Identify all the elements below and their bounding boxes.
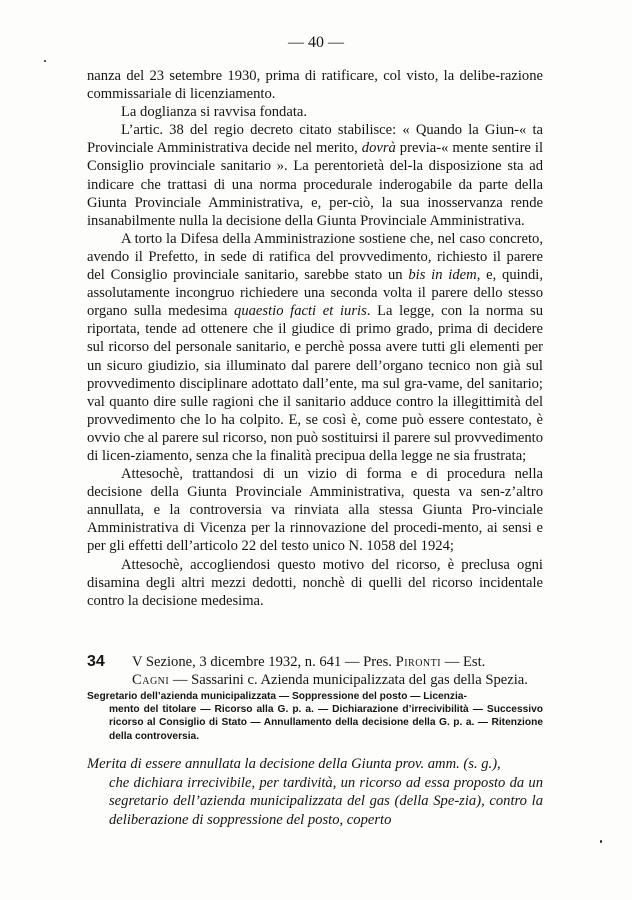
paragraph-2: La doglianza si ravvisa fondata. — [121, 104, 307, 121]
italic-phrase: quaestio facti et iuris — [234, 303, 367, 320]
case-est-label: — Est. — [441, 654, 486, 670]
case-section-date: V Sezione, 3 dicembre 1932, n. 641 — Pres. — [132, 654, 396, 670]
italic-phrase: dovrà — [361, 140, 396, 157]
case-estensore: Cagni — [132, 672, 170, 688]
case-citation — [132, 653, 543, 689]
paragraph-5: Attesochè, trattandosi di un vizio di forma e di procedura nella decisione della Giunta Provinciale Amministrativa, questa va sen-z’altro annullata, e la controversia va rinviata alla stessa Giunta Pro-vinciale Amministrativa di Vicenza per la rinnovazione del procedi-mento, ai sensi e per gli effetti dell’articolo 22 del testo unico N. 1058 del 1924; — [87, 466, 543, 555]
paragraph-4: A torto la Difesa della Amministrazione sostiene che, nel caso concreto, avendo il Prefetto, in sede di ratifica del provvedimento, richiesto il parere del Consiglio provinciale sanitario, sarebbe stato un bis in idem, e, quindi, assolutamente incongruo richiedere una seconda volta il parere dello stesso organo sulla medesima quaestio facti et iuris. La legge, con la norma su riportata, tende ad ottenere che il giudice di primo grado, prima di decidere sul ricorso del personale sanitario, e perchè possa avere tutti gli elementi per un sicuro giudizio, sia illuminato dal parere dell’organo tecnico non già sul provvedimento disciplinare adottato dall’ente, ma sul gra-vame, del sanitario; val quanto dire sulle ragioni che il sanitario adduce contro la illegittimità del provvedimento che lo ha colpito. E, se così è, come può essere contestato, è ovvio che al parere sul ricorso, non può sostituirsi il parere sul provvedimento di licen-ziamento, senza che la finalità precipua della legge ne sia frustrata; — [87, 230, 543, 464]
paragraph-1: nanza del 23 setembre 1930, prima di ratificare, col visto, la delibe-razione commissariale di licenziamento. — [87, 68, 543, 103]
italic-phrase: bis in idem — [408, 267, 477, 284]
keywords-first-line: Segretario dell’azienda municipalizzata — Soppressione del posto — Licenzia- — [87, 691, 467, 702]
maxim-first-line: Merita di essere annullata la decisione della Giunta prov. amm. (s. g.), — [87, 756, 501, 772]
case-header — [87, 653, 543, 689]
case-number: 34 — [87, 653, 105, 670]
maxim-continuation: che dichiara irrecivibile, per tardività, un ricorso ad essa proposto da un segretario dell’azienda municipalizzata del gas (della Spe-zia), contro la deliberazione di soppressione del posto, coperto — [109, 774, 543, 828]
paragraph-6: Attesochè, accogliendosi questo motivo del ricorso, è preclusa ogni disamina degli altri mezzi dedotti, nonchè di quelli del ricorso incidentale contro la decisione medesima. — [87, 556, 543, 609]
case-keywords — [87, 690, 543, 743]
case-parties: — Sassarini c. Azienda municipalizzata del gas della Spezia. — [169, 672, 528, 688]
decision-text — [87, 67, 543, 610]
keywords-continuation: mento del titolare — Ricorso alla G. p. a. — Dichiarazione d’irrecivibilità — Successivo ricorso al Consiglio di Stato — Annullamento della decisione della G. p. a. — Ritenzione della controversia. — [109, 704, 543, 742]
case-maxim — [87, 755, 543, 829]
paragraph-3: L’artic. 38 del regio decreto citato stabilisce: « Quando la Giun-« ta Provinciale Amministrativa decide nel merito, dovrà previa-« mente sentire il Consiglio provinciale sanitario ». La perentorietà del-la disposizione sta ad indicare che trattasi di una norma procedurale inderogabile da parte della Giunta Provinciale Amministrativa, e, per-ciò, la sua inosservanza rende insanabilmente nulla la decisione della Giunta Provinciale Amministrativa. — [87, 122, 543, 229]
scan-speck — [600, 840, 602, 843]
page-number: — 40 — — [288, 34, 344, 51]
case-president: Pironti — [395, 654, 442, 670]
scan-speck — [44, 60, 46, 62]
